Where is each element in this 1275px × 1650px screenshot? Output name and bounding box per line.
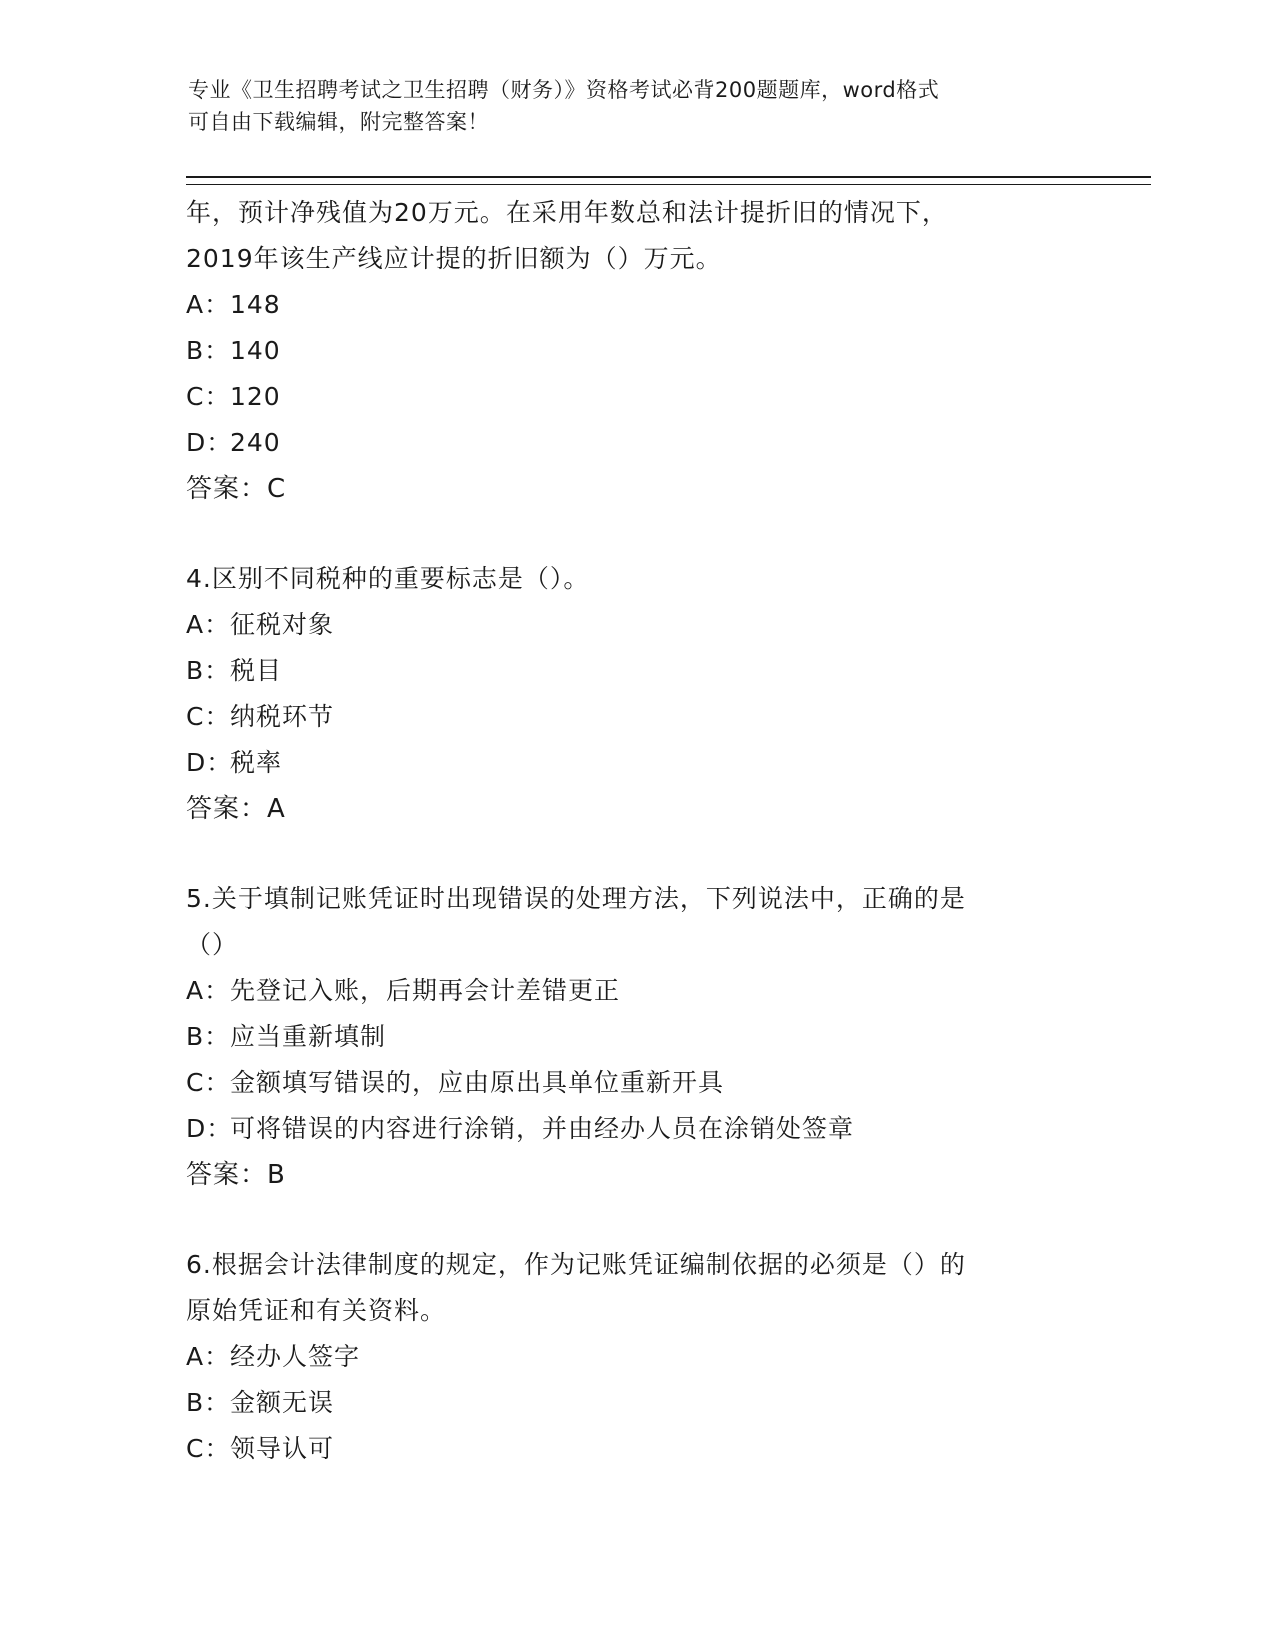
option-label: B：: [186, 336, 231, 365]
option-b: [186, 1380, 1086, 1426]
option-a: [186, 282, 1086, 328]
option-label: A：: [186, 290, 231, 319]
question-spacer: [186, 512, 1086, 556]
option-text: 征税对象: [230, 610, 335, 639]
question-6: [186, 1242, 1086, 1472]
option-label: B：: [186, 1388, 231, 1417]
question-text-line: 5.关于填制记账凭证时出现错误的处理方法，下列说法中，正确的是: [186, 884, 966, 913]
header-divider: [186, 176, 1151, 185]
header-title-line-1: 专业《卫生招聘考试之卫生招聘（财务）》资格考试必背200题题库，word格式: [188, 78, 940, 102]
option-label: D：: [186, 428, 233, 457]
option-label: B：: [186, 656, 231, 685]
answer-line: 答案：C: [186, 474, 287, 504]
header-title-line-2: 可自由下载编辑，附完整答案！: [188, 110, 489, 134]
question-4: [186, 556, 1086, 832]
option-label: B：: [186, 1022, 231, 1051]
option-text: 金额填写错误的，应由原出具单位重新开具: [230, 1068, 725, 1097]
question-3: [186, 190, 1086, 512]
option-label: C：: [186, 1068, 231, 1097]
question-text-line: 2019年该生产线应计提的折旧额为（）万元。: [186, 244, 722, 273]
option-text: 应当重新填制: [230, 1022, 387, 1051]
option-d: [186, 740, 1086, 786]
option-a: [186, 602, 1086, 648]
option-text: 税目: [230, 656, 283, 685]
question-text-line: 年，预计净残值为20万元。在采用年数总和法计提折旧的情况下，: [186, 198, 948, 227]
question-spacer: [186, 1198, 1086, 1242]
question-text-line: 4.区别不同税种的重要标志是（）。: [186, 564, 590, 593]
option-text: 140: [230, 336, 281, 365]
option-label: C：: [186, 382, 231, 411]
option-text: 148: [230, 290, 281, 319]
option-d: [186, 1106, 1086, 1152]
answer-line: 答案：B: [186, 1160, 286, 1190]
option-text: 税率: [230, 748, 283, 777]
option-label: A：: [186, 610, 231, 639]
option-text: 120: [230, 382, 281, 411]
document-header: [188, 74, 1068, 138]
option-text: 可将错误的内容进行涂销，并由经办人员在涂销处签章: [230, 1114, 855, 1143]
option-c: [186, 694, 1086, 740]
option-text: 240: [230, 428, 281, 457]
question-text-line: 6.根据会计法律制度的规定，作为记账凭证编制依据的必须是（）的: [186, 1250, 966, 1279]
option-text: 先登记入账，后期再会计差错更正: [230, 976, 621, 1005]
option-text: 经办人签字: [230, 1342, 361, 1371]
question-list: [186, 190, 1086, 1472]
option-label: A：: [186, 1342, 231, 1371]
option-a: [186, 1334, 1086, 1380]
answer-line: 答案：A: [186, 794, 286, 824]
option-label: D：: [186, 1114, 233, 1143]
option-label: C：: [186, 702, 231, 731]
option-c: [186, 374, 1086, 420]
option-text: 纳税环节: [230, 702, 335, 731]
option-a: [186, 968, 1086, 1014]
option-text: 金额无误: [230, 1388, 335, 1417]
question-spacer: [186, 832, 1086, 876]
option-text: 领导认可: [230, 1434, 335, 1463]
question-text-line: （）: [186, 930, 239, 959]
option-b: [186, 1014, 1086, 1060]
option-label: D：: [186, 748, 233, 777]
option-b: [186, 648, 1086, 694]
option-c: [186, 1060, 1086, 1106]
option-label: A：: [186, 976, 231, 1005]
option-b: [186, 328, 1086, 374]
option-label: C：: [186, 1434, 231, 1463]
option-c: [186, 1426, 1086, 1472]
option-d: [186, 420, 1086, 466]
question-5: [186, 876, 1086, 1198]
question-text-line: 原始凭证和有关资料。: [186, 1296, 447, 1325]
